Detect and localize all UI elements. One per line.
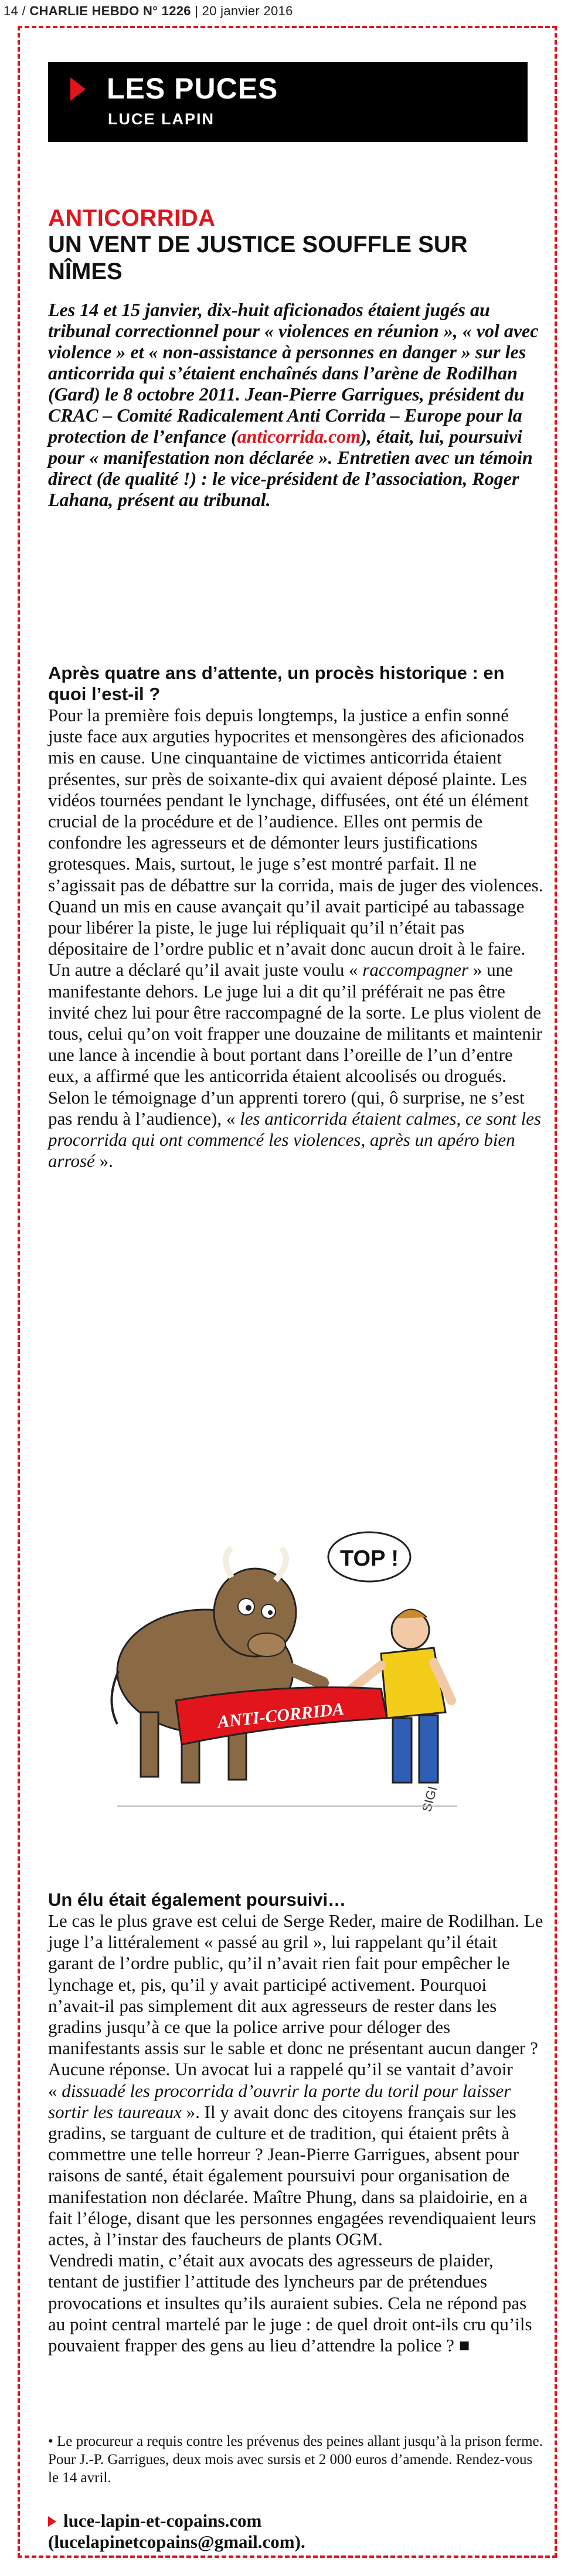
email-link[interactable]: (lucelapinetcopains@gmail.com). (48, 2531, 305, 2552)
magazine-issue: CHARLIE HEBDO N° 1226 (29, 4, 191, 18)
anticorrida-link[interactable]: anticorrida.com (237, 426, 361, 447)
section-author: LUCE LAPIN (108, 110, 215, 128)
article-kicker: ANTICORRIDA (48, 205, 216, 231)
footnote: • Le procureur a requis contre les prévenus des peines allant jusqu’à la prison ferme. Pour J.-P. Garrigues, deux mois avec sursis et 2 000 euros d’amende. Rendez-vous le 14 avril. (48, 2434, 543, 2486)
answer-2-para-2-text: Vendredi matin, c’était aux avocats des agresseurs de plaider, tentant de justifier l’attitude des lyncheurs par de prétendues provocations et insultes qu’ils auraient subies. Cela ne répond pas au point central martelé par le juge : de quel droit ont-ils cru qu’ils pouvaient frapper des gens au lieu d’attendre la police ? (48, 2250, 532, 2356)
section-title: LES PUCES (107, 72, 278, 105)
header-line: 14 / CHARLIE HEBDO N° 1226 | 20 janvier 2016 (4, 4, 293, 18)
signature-block (48, 2510, 546, 2553)
answer-1 (48, 705, 546, 1172)
bull-cartoon (106, 1525, 469, 1830)
answer-2-text-2: ». Il y avait donc des citoyens français sur les gradins, se targuant de culture et de tradition, qui étaient prêts à commettre une telle horreur ? Jean-Pierre Garrigues, absent pour raisons de santé, était également poursuivi pour organisation de manifestation non déclarée. Maître Phung, dans sa plaidoirie, en a fait l’éloge, disant que les personnes engagées revendiquaient leurs actes, à l’instar des faucheurs de plants OGM. (48, 2101, 536, 2250)
article-headline: UN VENT DE JUSTICE SOUFFLE SUR NÎMES (48, 232, 468, 284)
banner-text: ANTI-CORRIDA (216, 1699, 345, 1732)
interview-section-2 (48, 1889, 546, 2356)
answer-2-quote: dissuadé les procorrida d’ouvrir la porte du toril pour laisser sortir les taureaux (48, 2080, 511, 2122)
bull-horn-right (276, 1548, 286, 1580)
bull-horn-left (226, 1548, 232, 1577)
answer-2-paragraph-2 (48, 2250, 546, 2356)
answer-1-quote-2: les anticorrida étaient calmes, ce sont les procorrida qui ont commencé les violences, après un apéro bien arrosé (48, 1108, 542, 1172)
bubble-text: TOP ! (340, 1546, 399, 1571)
page-number: 14 (4, 4, 19, 18)
section-banner (48, 62, 528, 142)
answer-1-quote-1: raccompagner (362, 959, 469, 980)
question-2: Un élu était également poursuivi… (48, 1889, 346, 1910)
arrow-icon (48, 2516, 56, 2527)
question-1: Après quatre ans d’attente, un procès historique : en quoi l’est-il ? (48, 663, 505, 704)
answer-2-text-1: Le cas le plus grave est celui de Serge Reder, maire de Rodilhan. Le juge l’a littéralement « passé au gril », lui rappelant qu’il était garant de l’ordre public, qu’il n’avait rien fait pour empêcher le lynchage et, pis, qu’il y avait participé activement. Pourquoi n’avait-il pas simplement dit aux agresseurs de rester dans les gradins jusqu’à ce que la police arrive pour déloger des manifestants assis sur le sable et donc ne présentant aucun danger ? Aucune réponse. Un avocat lui a rappelé qu’il se vantait d’avoir « (48, 1910, 543, 2101)
answer-2 (48, 1910, 546, 2250)
lead-text-1: Les 14 et 15 janvier, dix-huit aficionados étaient jugés au tribunal correctionnel pour « violences en réunion », « vol avec violence » et « non-assistance à personnes en danger » sur les anticorrida qui s’étaient enchaînés dans l’arène de Rodilhan (Gard) le 8 octobre 2011. Jean-Pierre Garrigues, président du CRAC – Comité Radicalement Anti Corrida – Europe pour la protection de l’enfance ( (48, 299, 539, 447)
website-link[interactable]: luce-lapin-et-copains.com (63, 2510, 262, 2531)
article-lead (48, 299, 540, 510)
page-header (0, 0, 578, 22)
cartoonist-signature: SIGI (419, 1784, 440, 1814)
end-mark-icon: ■ (458, 2335, 470, 2356)
issue-date: 20 janvier 2016 (202, 4, 293, 18)
answer-1-text-2: » une manifestante dehors. Le juge lui a dit qu’il préférait ne pas être invité chez lui pour être raccompagné de la sorte. Le plus violent de tous, celui qu’on voit frapper une douzaine de militants et maintenir une lance à incendie à bout portant dans l’oreille de l’un d’entre eux, a affirmé que les anticorrida étaient alcoolisés ou drogués. Selon le témoignage d’un apprenti torero (qui, ô surprise, ne s’est pas rendu à l’audience), « (48, 959, 542, 1129)
answer-1-text-3: ». (99, 1150, 113, 1172)
lead-text-2: ), était, lui, poursuivi pour « manifestation non déclarée ». Entretien avec un témoin direct (de qualité !) : le vice-président de l’association, Roger Lahana, présent au tribunal. (48, 426, 533, 510)
play-arrow-icon (70, 77, 86, 101)
interview-section-1 (48, 663, 546, 1172)
answer-1-text-1: Pour la première fois depuis longtemps, la justice a enfin sonné juste face aux arguties hypocrites et mensongères des aficionados mis en cause. Une cinquantaine de victimes anticorrida étaient présentes, sur près de soixante-dix qui avaient déposé plainte. Les vidéos tournées pendant le lynchage, diffusées, ont été un élément crucial de la procédure et de l’audience. Elles ont permis de confondre les agresseurs et de démonter leurs justifications grotesques. Mais, surtout, le juge s’est montré parfait. Il ne s’agissait pas de débattre sur la corrida, mais de juger des violences. Quand un mis en cause avançait qu’il avait participé au tabassage pour libérer la piste, le juge lui répliquait qu’il n’était pas dépositaire de l’ordre public et n’avait donc aucun droit à le faire. Un autre a déclaré qu’il avait juste voulu « (48, 705, 543, 980)
